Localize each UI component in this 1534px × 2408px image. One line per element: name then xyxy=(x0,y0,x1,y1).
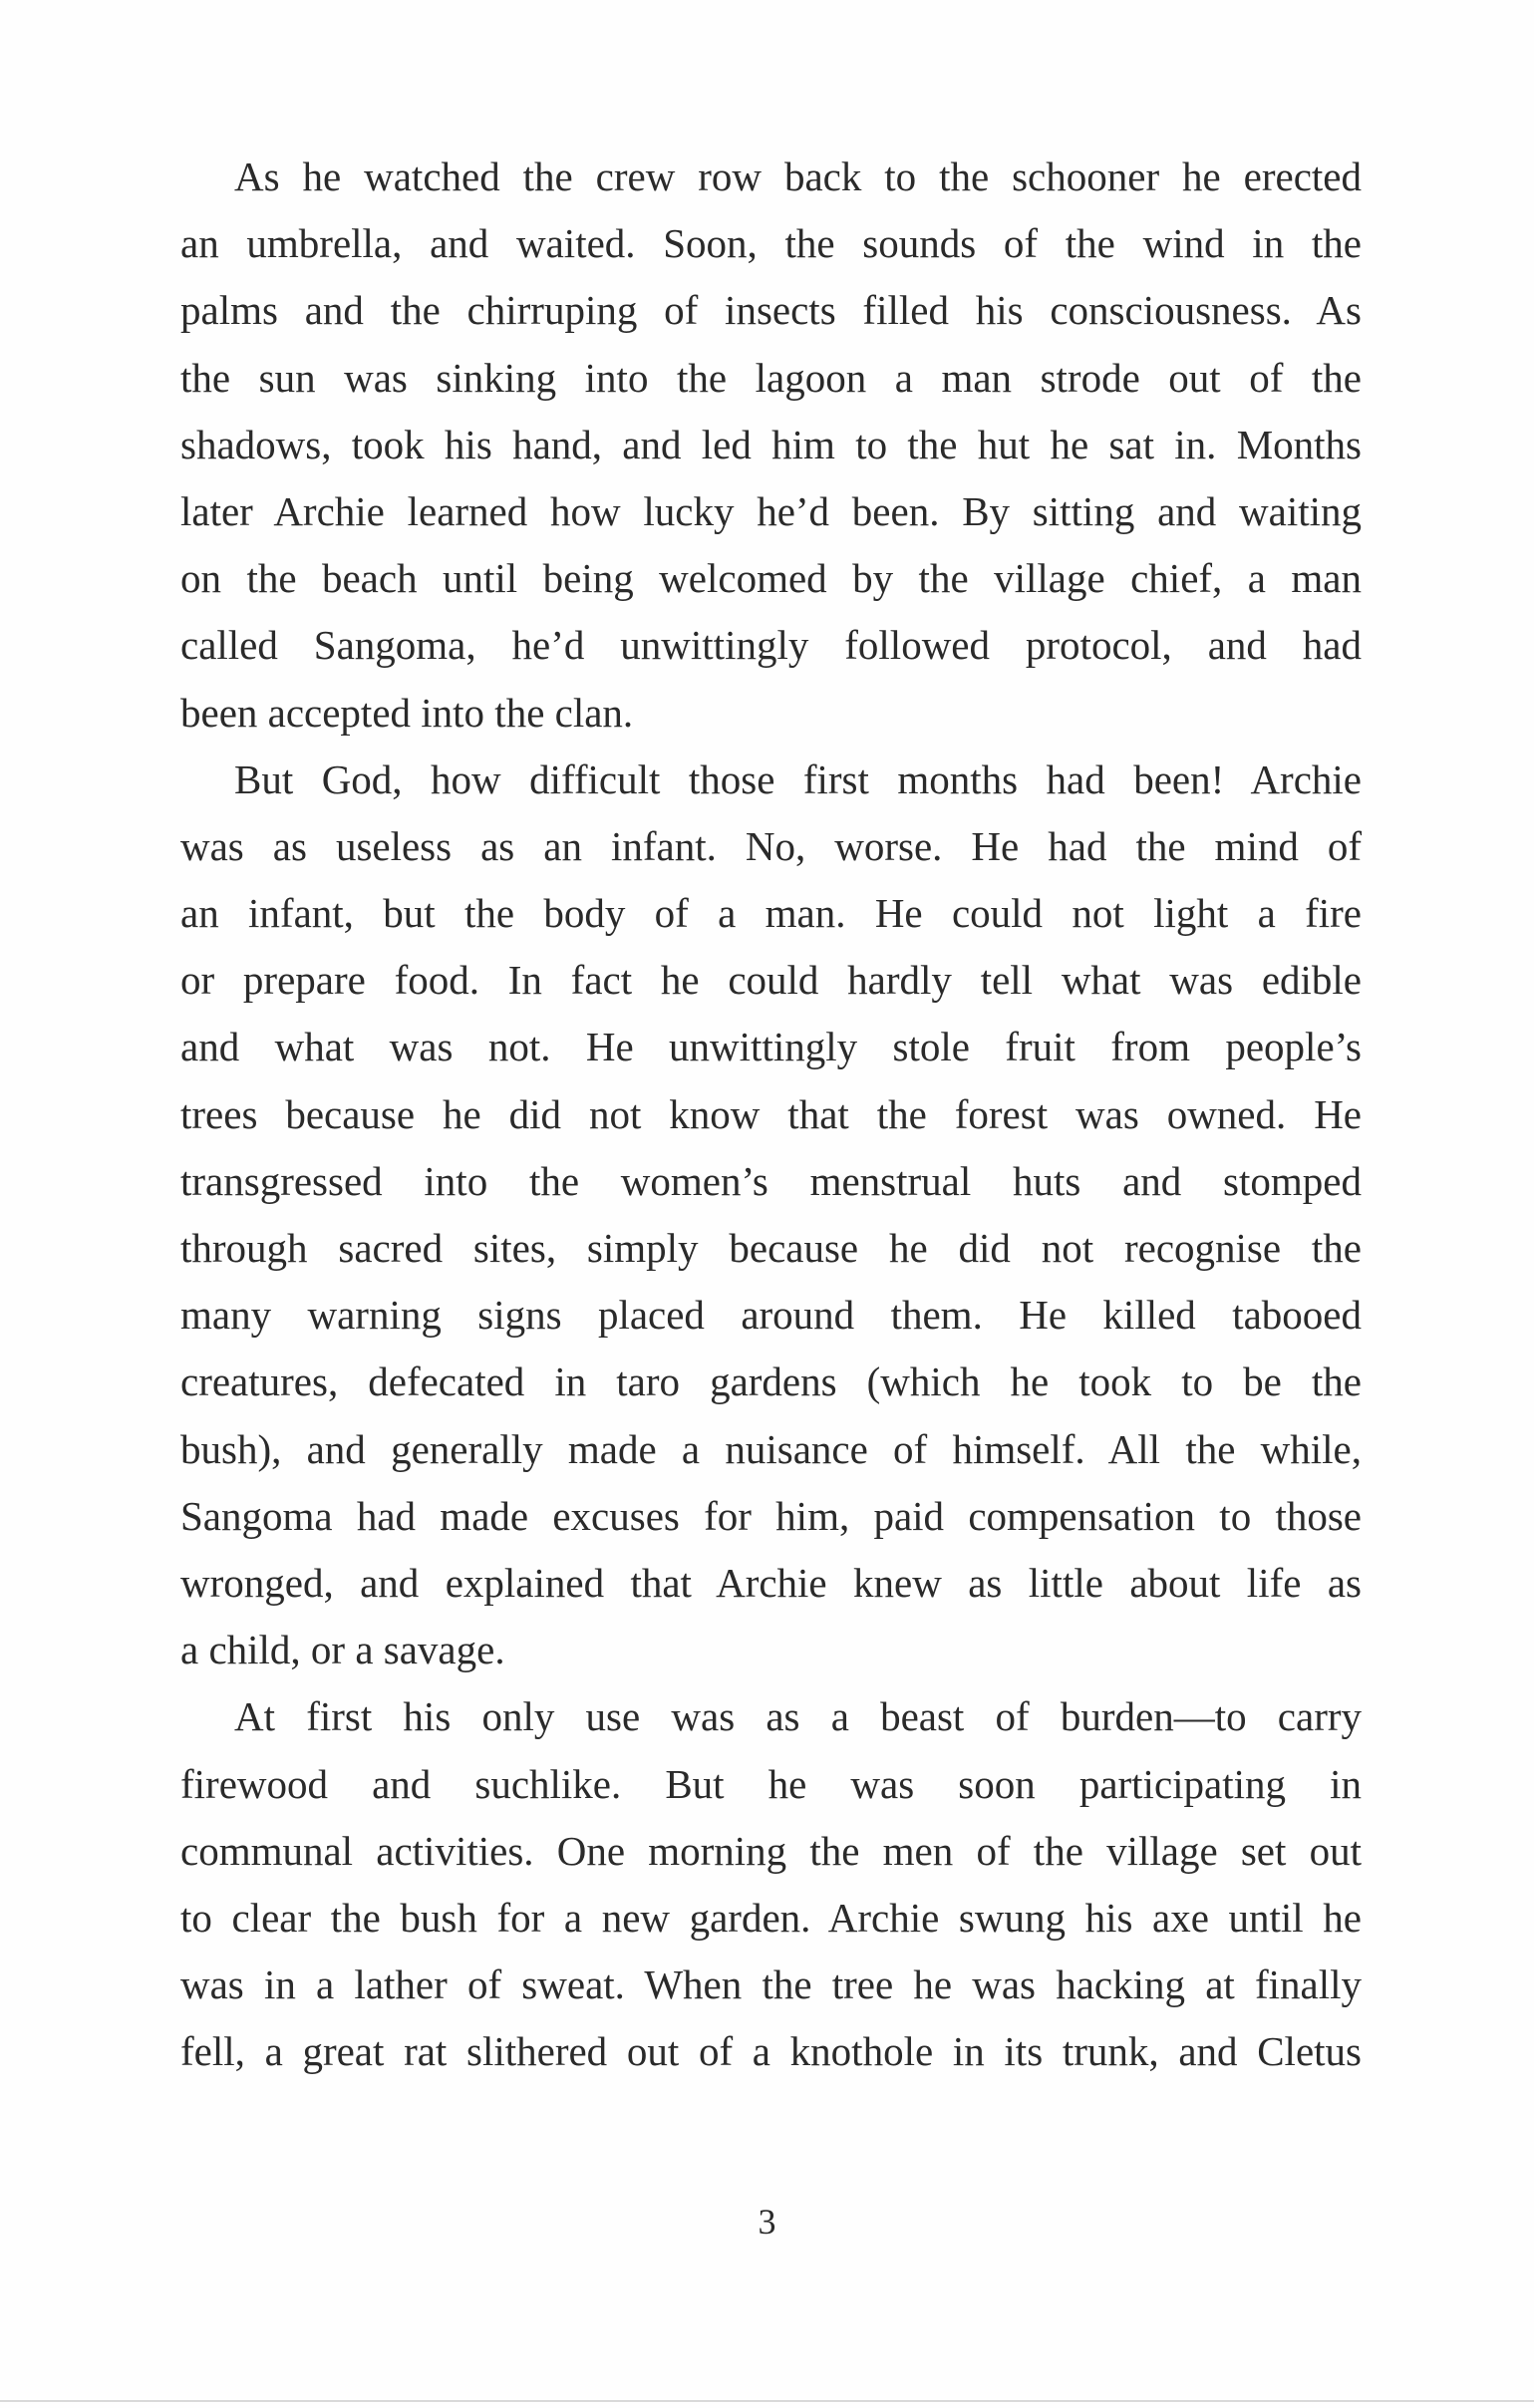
text-line: was in a lather of sweat. When the tree he was hacking at finally xyxy=(180,1961,1362,2008)
text-line: At first his only use was as a beast of burden—to carry xyxy=(234,1693,1362,1740)
text-line: through sacred sites, simply because he did not recognise the xyxy=(180,1225,1362,1271)
text-line: been accepted into the clan. xyxy=(180,689,634,736)
text-line: and what was not. He unwittingly stole fruit from people’s xyxy=(180,1024,1362,1070)
page-edge-line xyxy=(0,2400,1534,2402)
text-line: transgressed into the women’s menstrual huts and stomped xyxy=(180,1157,1362,1204)
text-line: an infant, but the body of a man. He could not light a fire xyxy=(180,890,1362,937)
text-line: communal activities. One morning the men of the village set out xyxy=(180,1827,1362,1874)
text-line: Sangoma had made excuses for him, paid compensation to those xyxy=(180,1492,1362,1539)
text-line: palms and the chirruping of insects filled his consciousness. As xyxy=(180,287,1362,334)
text-line: to clear the bush for a new garden. Archie swung his axe until he xyxy=(180,1894,1362,1941)
text-line: called Sangoma, he’d unwittingly followed protocol, and had xyxy=(180,622,1362,669)
page-number: 3 xyxy=(758,2202,776,2242)
text-line: a child, or a savage. xyxy=(180,1627,505,1673)
text-line: shadows, took his hand, and led him to the hut he sat in. Months xyxy=(180,421,1362,467)
text-line: later Archie learned how lucky he’d been. By sitting and waiting xyxy=(180,487,1362,534)
text-line: firewood and suchlike. But he was soon participating in xyxy=(180,1760,1362,1807)
text-line: As he watched the crew row back to the schooner he erected xyxy=(234,153,1362,199)
text-line: trees because he did not know that the forest was owned. He xyxy=(180,1090,1362,1137)
text-line: was as useless as an infant. No, worse. He had the mind of xyxy=(180,822,1362,869)
text-line: the sun was sinking into the lagoon a man strode out of the xyxy=(180,354,1362,401)
text-line: or prepare food. In fact he could hardly tell what was edible xyxy=(180,957,1362,1004)
text-line: creatures, defecated in taro gardens (which he took to be the xyxy=(180,1358,1362,1405)
text-line: bush), and generally made a nuisance of himself. All the while, xyxy=(180,1425,1362,1472)
text-line: wronged, and explained that Archie knew as little about life as xyxy=(180,1559,1362,1606)
text-line: fell, a great rat slithered out of a knothole in its trunk, and Cletus xyxy=(180,2028,1362,2075)
text-line: an umbrella, and waited. Soon, the sounds of the wind in the xyxy=(180,220,1362,267)
text-line: on the beach until being welcomed by the village chief, a man xyxy=(180,555,1362,602)
text-line: many warning signs placed around them. He killed tabooed xyxy=(180,1292,1362,1339)
body-text xyxy=(180,144,1362,2085)
text-line: But God, how difficult those first months had been! Archie xyxy=(234,755,1362,802)
